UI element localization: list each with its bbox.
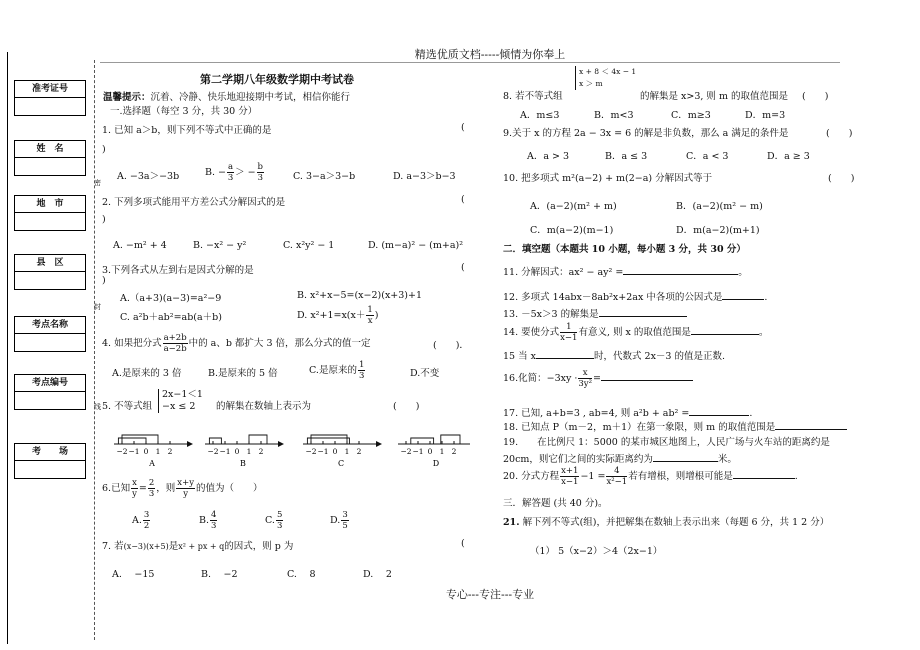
option-text: D. x²+1=x(x＋ bbox=[297, 310, 366, 321]
seal-mark: 线 bbox=[94, 403, 101, 411]
tick-label: 1 bbox=[155, 447, 161, 456]
field-label: 考点名称 bbox=[15, 317, 85, 334]
field-name[interactable] bbox=[14, 140, 86, 176]
q6-option-d[interactable] bbox=[330, 510, 350, 531]
numerator: 5 bbox=[276, 510, 283, 520]
question-text: 14. 要使分式 bbox=[503, 327, 560, 338]
question-text: 15 当 x bbox=[503, 351, 536, 362]
question-19: 19. 在比例尺 1：5000 的某市城区地图上，人民广场与火车站的距离约是 bbox=[503, 437, 830, 448]
denominator: 5 bbox=[342, 521, 348, 531]
answer-blank[interactable] bbox=[601, 380, 693, 381]
question-14 bbox=[503, 322, 768, 343]
numerator: x+1 bbox=[561, 466, 579, 476]
denominator: 3 bbox=[257, 173, 263, 183]
numerator: 1 bbox=[358, 360, 365, 370]
option-text: ) bbox=[374, 310, 379, 321]
option-label: C. bbox=[265, 515, 275, 526]
question-2: 2. 下列多项式能用平方差公式分解因式的是 bbox=[102, 197, 286, 208]
inequality-system bbox=[158, 389, 203, 413]
option-label: B bbox=[240, 459, 246, 468]
field-exam-number[interactable] bbox=[14, 80, 86, 116]
tick-label: 0 bbox=[234, 447, 240, 456]
field-label: 考点编号 bbox=[15, 375, 85, 392]
q7-option-d[interactable]: D. 2 bbox=[363, 569, 392, 580]
denominator: 3 bbox=[276, 521, 283, 531]
question-text: 20. 分式方程 bbox=[503, 471, 560, 482]
fraction bbox=[606, 466, 627, 487]
answer-paren-close: ) bbox=[102, 275, 106, 286]
option-label: D. bbox=[330, 515, 341, 526]
answer-paren: ( ) bbox=[826, 128, 853, 139]
question-13 bbox=[503, 306, 687, 320]
question-5-text: 的解集在数轴上表示为 bbox=[216, 401, 312, 412]
numerator: 3 bbox=[143, 510, 150, 520]
number-line-options bbox=[110, 425, 470, 473]
answer-blank[interactable] bbox=[599, 316, 687, 317]
tick-label: 2 bbox=[167, 447, 173, 456]
question-1: 1. 已知 a＞b，则下列不等式中正确的是 bbox=[102, 125, 272, 136]
inequality-line: x + 8 ＜ 4x − 1 bbox=[579, 67, 637, 76]
question-3: 3.下列各式从左到右是因式分解的是 bbox=[102, 265, 254, 276]
section-1-heading: 一.选择题（每空 3 分，共 30 分） bbox=[110, 106, 258, 117]
q4-option-a[interactable]: A.是原来的 3 倍 bbox=[112, 368, 182, 379]
question-18 bbox=[503, 419, 847, 433]
q8-option-b[interactable]: B．m<3 bbox=[594, 110, 634, 121]
denominator: y bbox=[183, 489, 189, 499]
fraction bbox=[257, 162, 264, 183]
answer-paren: ( )． bbox=[433, 340, 469, 351]
question-8-text: 的解集是 x>3, 则 m 的取值范围是 bbox=[640, 91, 788, 102]
solution-range bbox=[441, 435, 460, 444]
question-9: 9.关于 x 的方程 2a − 3x = 6 的解是非负数，那么 a 满足的条件是 bbox=[503, 128, 789, 139]
question-4 bbox=[102, 333, 371, 354]
punct: 。 bbox=[758, 327, 769, 338]
numerator: x bbox=[578, 368, 592, 379]
seal-mark: 封 bbox=[94, 303, 101, 311]
denominator: 3 bbox=[148, 489, 155, 499]
denominator: 3 bbox=[211, 521, 217, 531]
field-city[interactable] bbox=[14, 195, 86, 231]
answer-blank[interactable] bbox=[733, 478, 795, 479]
answer-paren: ( bbox=[461, 194, 465, 205]
question-19-continued bbox=[503, 451, 737, 465]
field-label: 姓 名 bbox=[15, 141, 85, 158]
q3-option-b[interactable]: B. x²+x−5=(x−2)(x+3)+1 bbox=[297, 290, 423, 301]
tick-label: 1 bbox=[439, 447, 445, 456]
question-7 bbox=[102, 538, 293, 552]
header-rule bbox=[100, 62, 840, 63]
q10-option-a[interactable]: A．(a−2)(m² + m) bbox=[530, 201, 617, 212]
q10-option-b[interactable]: B．(a−2)(m² − m) bbox=[676, 201, 763, 212]
tick-label: 2 bbox=[356, 447, 362, 456]
answer-paren: ( ) bbox=[828, 173, 855, 184]
field-label: 考 场 bbox=[15, 444, 85, 461]
denominator: 2 bbox=[143, 521, 150, 531]
q7-option-a[interactable]: A. −15 bbox=[112, 569, 155, 580]
section-2-heading: 二．填空题（本题共 10 小题，每小题 3 分，共 30 分） bbox=[503, 244, 746, 255]
question-text: 12. 多项式 14abx－8ab²x+2ax 中各项的公因式是 bbox=[503, 292, 723, 303]
seal-mark: 密 bbox=[94, 179, 101, 187]
page-footer: 专心---专注---专业 bbox=[445, 588, 535, 601]
answer-blank[interactable] bbox=[775, 429, 847, 430]
question-20 bbox=[503, 466, 798, 487]
q3-option-d[interactable] bbox=[297, 305, 379, 326]
field-venue-name[interactable] bbox=[14, 316, 86, 352]
q9-option-b[interactable]: B．a ≤ 3 bbox=[605, 151, 648, 162]
section-3-heading: 三．解答题 (共 40 分)。 bbox=[503, 498, 608, 509]
q3-option-a[interactable]: A.（a+3)(a−3)=a²−9 bbox=[120, 293, 222, 304]
q1-option-a[interactable]: A. −3a＞−3b bbox=[117, 171, 180, 182]
solution-range bbox=[122, 435, 158, 444]
punct: 。 bbox=[738, 267, 748, 278]
tick-label: −1 bbox=[128, 447, 140, 456]
inequality-system bbox=[575, 66, 636, 90]
answer-blank[interactable] bbox=[623, 274, 738, 275]
equals: = bbox=[138, 483, 147, 494]
numerator: x+y bbox=[177, 478, 194, 488]
question-21-part-1: （1） 5（x−2）＞4（2x−1） bbox=[530, 546, 663, 557]
cut-line bbox=[94, 60, 95, 640]
fraction bbox=[366, 305, 373, 326]
question-text: ，则 bbox=[156, 483, 176, 494]
denominator: 3 bbox=[358, 371, 365, 381]
question-text: 16.化简：−3xy · bbox=[503, 373, 578, 384]
option-label: B. − bbox=[205, 167, 226, 178]
tick-label: −1 bbox=[219, 447, 231, 456]
q6-option-b[interactable] bbox=[199, 510, 218, 531]
fraction bbox=[560, 466, 579, 487]
answer-blank[interactable] bbox=[691, 334, 759, 335]
fraction bbox=[163, 333, 188, 354]
q9-option-d[interactable]: D．a ≥ 3 bbox=[767, 151, 810, 162]
denominator: y bbox=[132, 489, 137, 499]
q2-option-d[interactable]: D. (m−a)² − (m+a)² bbox=[368, 240, 464, 251]
q6-option-c[interactable] bbox=[265, 510, 284, 531]
question-text: −1 = bbox=[580, 471, 606, 482]
q4-option-c[interactable] bbox=[309, 360, 366, 381]
field-label: 县 区 bbox=[15, 255, 85, 272]
option-label: D bbox=[432, 459, 440, 468]
question-text: 18. 已知点 P（m－2，m＋1）在第一象限，则 m 的取值范围是 bbox=[503, 422, 776, 433]
notice-text: 沉着、冷静、快乐地迎接期中考试，相信你能行 bbox=[150, 92, 351, 103]
numerator: 3 bbox=[342, 510, 348, 520]
q1-option-c[interactable]: C. 3−a＞3−b bbox=[293, 171, 356, 182]
field-label: 地 市 bbox=[15, 196, 85, 213]
fraction bbox=[560, 322, 577, 343]
q2-option-c[interactable]: C. x²y² − 1 bbox=[283, 240, 335, 251]
question-text: 中的 a、b 都扩大 3 倍，那么分式的值一定 bbox=[188, 338, 371, 349]
notice-label: 温馨提示： bbox=[103, 92, 151, 103]
question-17 bbox=[503, 405, 752, 419]
tick-label: 2 bbox=[451, 447, 457, 456]
tick-label: 0 bbox=[427, 447, 433, 456]
q8-option-c[interactable]: C．m≥3 bbox=[671, 110, 711, 121]
solution-range bbox=[118, 438, 146, 444]
question-6 bbox=[102, 478, 263, 499]
q7-option-c[interactable]: C. 8 bbox=[287, 569, 316, 580]
q7-option-b[interactable]: B. −2 bbox=[201, 569, 238, 580]
answer-paren: ( bbox=[461, 122, 465, 133]
option-label: A bbox=[149, 459, 155, 468]
expression: (x−3)(x+5) bbox=[123, 542, 169, 551]
denominator: x−1 bbox=[560, 333, 578, 343]
q9-option-c[interactable]: C．a < 3 bbox=[686, 151, 729, 162]
q1-option-b[interactable] bbox=[205, 162, 265, 183]
field-exam-room[interactable] bbox=[14, 443, 86, 479]
q9-option-a[interactable]: A．a > 3 bbox=[527, 151, 570, 162]
q3-option-c[interactable]: C. a²b＋ab²=ab(a＋b) bbox=[120, 312, 222, 323]
q10-option-c[interactable]: C．m(a−2)(m−1) bbox=[530, 225, 614, 236]
fraction bbox=[227, 162, 234, 183]
q6-option-a[interactable] bbox=[132, 510, 151, 531]
fraction bbox=[341, 510, 348, 531]
q2-option-b[interactable]: B. −x² − y² bbox=[193, 240, 247, 251]
question-text: 的值为（ ） bbox=[196, 483, 263, 494]
question-5-label: 5. 不等式组 bbox=[102, 401, 153, 412]
question-21 bbox=[503, 514, 829, 528]
option-label: C bbox=[337, 459, 345, 468]
question-8-label: 8. 若不等式组 bbox=[503, 91, 563, 102]
tick-label: 0 bbox=[332, 447, 338, 456]
tick-label: 1 bbox=[246, 447, 252, 456]
question-16 bbox=[503, 368, 693, 389]
question-11 bbox=[503, 264, 748, 278]
numerator: 1 bbox=[367, 305, 373, 315]
equals: = bbox=[593, 373, 601, 384]
fraction bbox=[578, 368, 592, 389]
answer-blank[interactable] bbox=[689, 415, 749, 416]
option-label: B. bbox=[199, 515, 210, 526]
numerator: x bbox=[132, 478, 137, 488]
fraction bbox=[143, 510, 150, 531]
tick-label: −2 bbox=[305, 447, 317, 456]
answer-paren-close: ) bbox=[102, 144, 106, 155]
tick-label: 2 bbox=[258, 447, 264, 456]
q10-option-d[interactable]: D．m(a−2)(m+1) bbox=[676, 225, 760, 236]
field-venue-code[interactable] bbox=[14, 374, 86, 410]
question-text: 是 bbox=[168, 541, 179, 552]
numerator: 4 bbox=[211, 510, 217, 520]
option-label: A. bbox=[132, 515, 142, 526]
q8-option-d[interactable]: D．m=3 bbox=[745, 110, 786, 121]
denominator: 3y² bbox=[578, 379, 593, 389]
numerator: a bbox=[227, 162, 234, 172]
answer-blank[interactable] bbox=[653, 461, 718, 462]
punct: . bbox=[764, 292, 768, 303]
numerator: 4 bbox=[606, 466, 627, 477]
punct: . bbox=[749, 408, 753, 419]
inequality-line: −x ≤ 2 bbox=[162, 401, 196, 412]
solution-range bbox=[209, 438, 221, 444]
question-text: 13. －5x＞3 的解集是 bbox=[503, 309, 599, 320]
question-text: 7. 若 bbox=[102, 541, 124, 552]
question-number: 21. bbox=[503, 517, 520, 528]
notice bbox=[103, 89, 350, 103]
q8-option-a[interactable]: A．m≤3 bbox=[520, 110, 560, 121]
numerator: 1 bbox=[560, 322, 577, 333]
question-text: 若有增根，则增根可能是 bbox=[628, 471, 733, 482]
question-text: 6.已知 bbox=[102, 483, 131, 494]
question-text: 解下列不等式(组)，并把解集在数轴上表示出来（每题 6 分，共 1 2 分） bbox=[522, 517, 830, 528]
option-text: C.是原来的 bbox=[309, 365, 357, 376]
tick-label: −2 bbox=[207, 447, 219, 456]
fraction bbox=[358, 360, 365, 381]
numerator: 2 bbox=[148, 478, 155, 488]
punct: . bbox=[794, 471, 798, 482]
question-10: 10. 把多项式 m²(a−2) + m(2−a) 分解因式等于 bbox=[503, 173, 713, 184]
answer-paren: ( ) bbox=[393, 401, 420, 412]
solution-range bbox=[307, 438, 349, 444]
fraction bbox=[210, 510, 217, 531]
field-label: 准考证号 bbox=[15, 81, 85, 98]
page-header: 精选优质文档-----倾情为你奉上 bbox=[414, 48, 566, 61]
tick-label: −2 bbox=[400, 447, 412, 456]
question-text: 4. 如果把分式 bbox=[102, 338, 162, 349]
field-county[interactable] bbox=[14, 254, 86, 290]
question-text: 20cm，则它们之间的实际距离约为 bbox=[503, 454, 653, 465]
fraction bbox=[276, 510, 283, 531]
q4-option-d[interactable]: D.不变 bbox=[410, 368, 440, 379]
inequality-line: 2x−1＜1 bbox=[162, 389, 203, 400]
question-text: 时，代数式 2x－3 的值是正数. bbox=[594, 351, 726, 362]
option-text: ＞ − bbox=[235, 167, 256, 178]
question-text: 11. 分解因式：ax² − ay² = bbox=[503, 267, 624, 278]
denominator: x−1 bbox=[561, 477, 579, 487]
tick-label: −1 bbox=[317, 447, 329, 456]
inequality-line: x ＞ m bbox=[579, 79, 603, 88]
q2-option-a[interactable]: A. −m² + 4 bbox=[113, 240, 167, 251]
answer-paren-close: ) bbox=[102, 214, 106, 225]
question-text: 17. 已知, a+b=3 , ab=4, 则 a²b + ab² = bbox=[503, 408, 690, 419]
exam-title: 第二学期八年级数学期中考试卷 bbox=[200, 73, 354, 86]
denominator: 3 bbox=[227, 173, 234, 183]
answer-paren: ( ) bbox=[802, 91, 829, 102]
fraction bbox=[148, 478, 155, 499]
answer-blank[interactable] bbox=[722, 299, 764, 300]
answer-blank[interactable] bbox=[536, 358, 594, 359]
numerator: a+2b bbox=[163, 333, 187, 343]
question-15 bbox=[503, 348, 725, 362]
tick-label: 0 bbox=[143, 447, 149, 456]
numerator: b bbox=[257, 162, 263, 172]
student-info-sidebar bbox=[7, 52, 101, 644]
solution-range bbox=[249, 435, 267, 444]
question-text: 米。 bbox=[717, 454, 737, 465]
denominator: a−2b bbox=[163, 344, 187, 354]
denominator: x bbox=[367, 316, 373, 326]
solution-range bbox=[311, 435, 347, 444]
expression: x² + px + q bbox=[178, 542, 225, 551]
tick-label: −2 bbox=[116, 447, 128, 456]
question-text: 有意义, 则 x 的取值范围是 bbox=[578, 327, 691, 338]
question-text: 的因式，则 p 为 bbox=[224, 541, 294, 552]
answer-paren: ( bbox=[461, 538, 465, 549]
fraction bbox=[131, 478, 138, 499]
tick-label: 1 bbox=[344, 447, 350, 456]
tick-label: −1 bbox=[412, 447, 424, 456]
denominator: x²−1 bbox=[606, 477, 628, 487]
fraction bbox=[176, 478, 195, 499]
q1-option-d[interactable]: D. a−3＞b−3 bbox=[393, 171, 456, 182]
question-12 bbox=[503, 289, 767, 303]
q4-option-b[interactable]: B.是原来的 5 倍 bbox=[208, 368, 278, 379]
answer-paren: ( bbox=[461, 262, 465, 273]
